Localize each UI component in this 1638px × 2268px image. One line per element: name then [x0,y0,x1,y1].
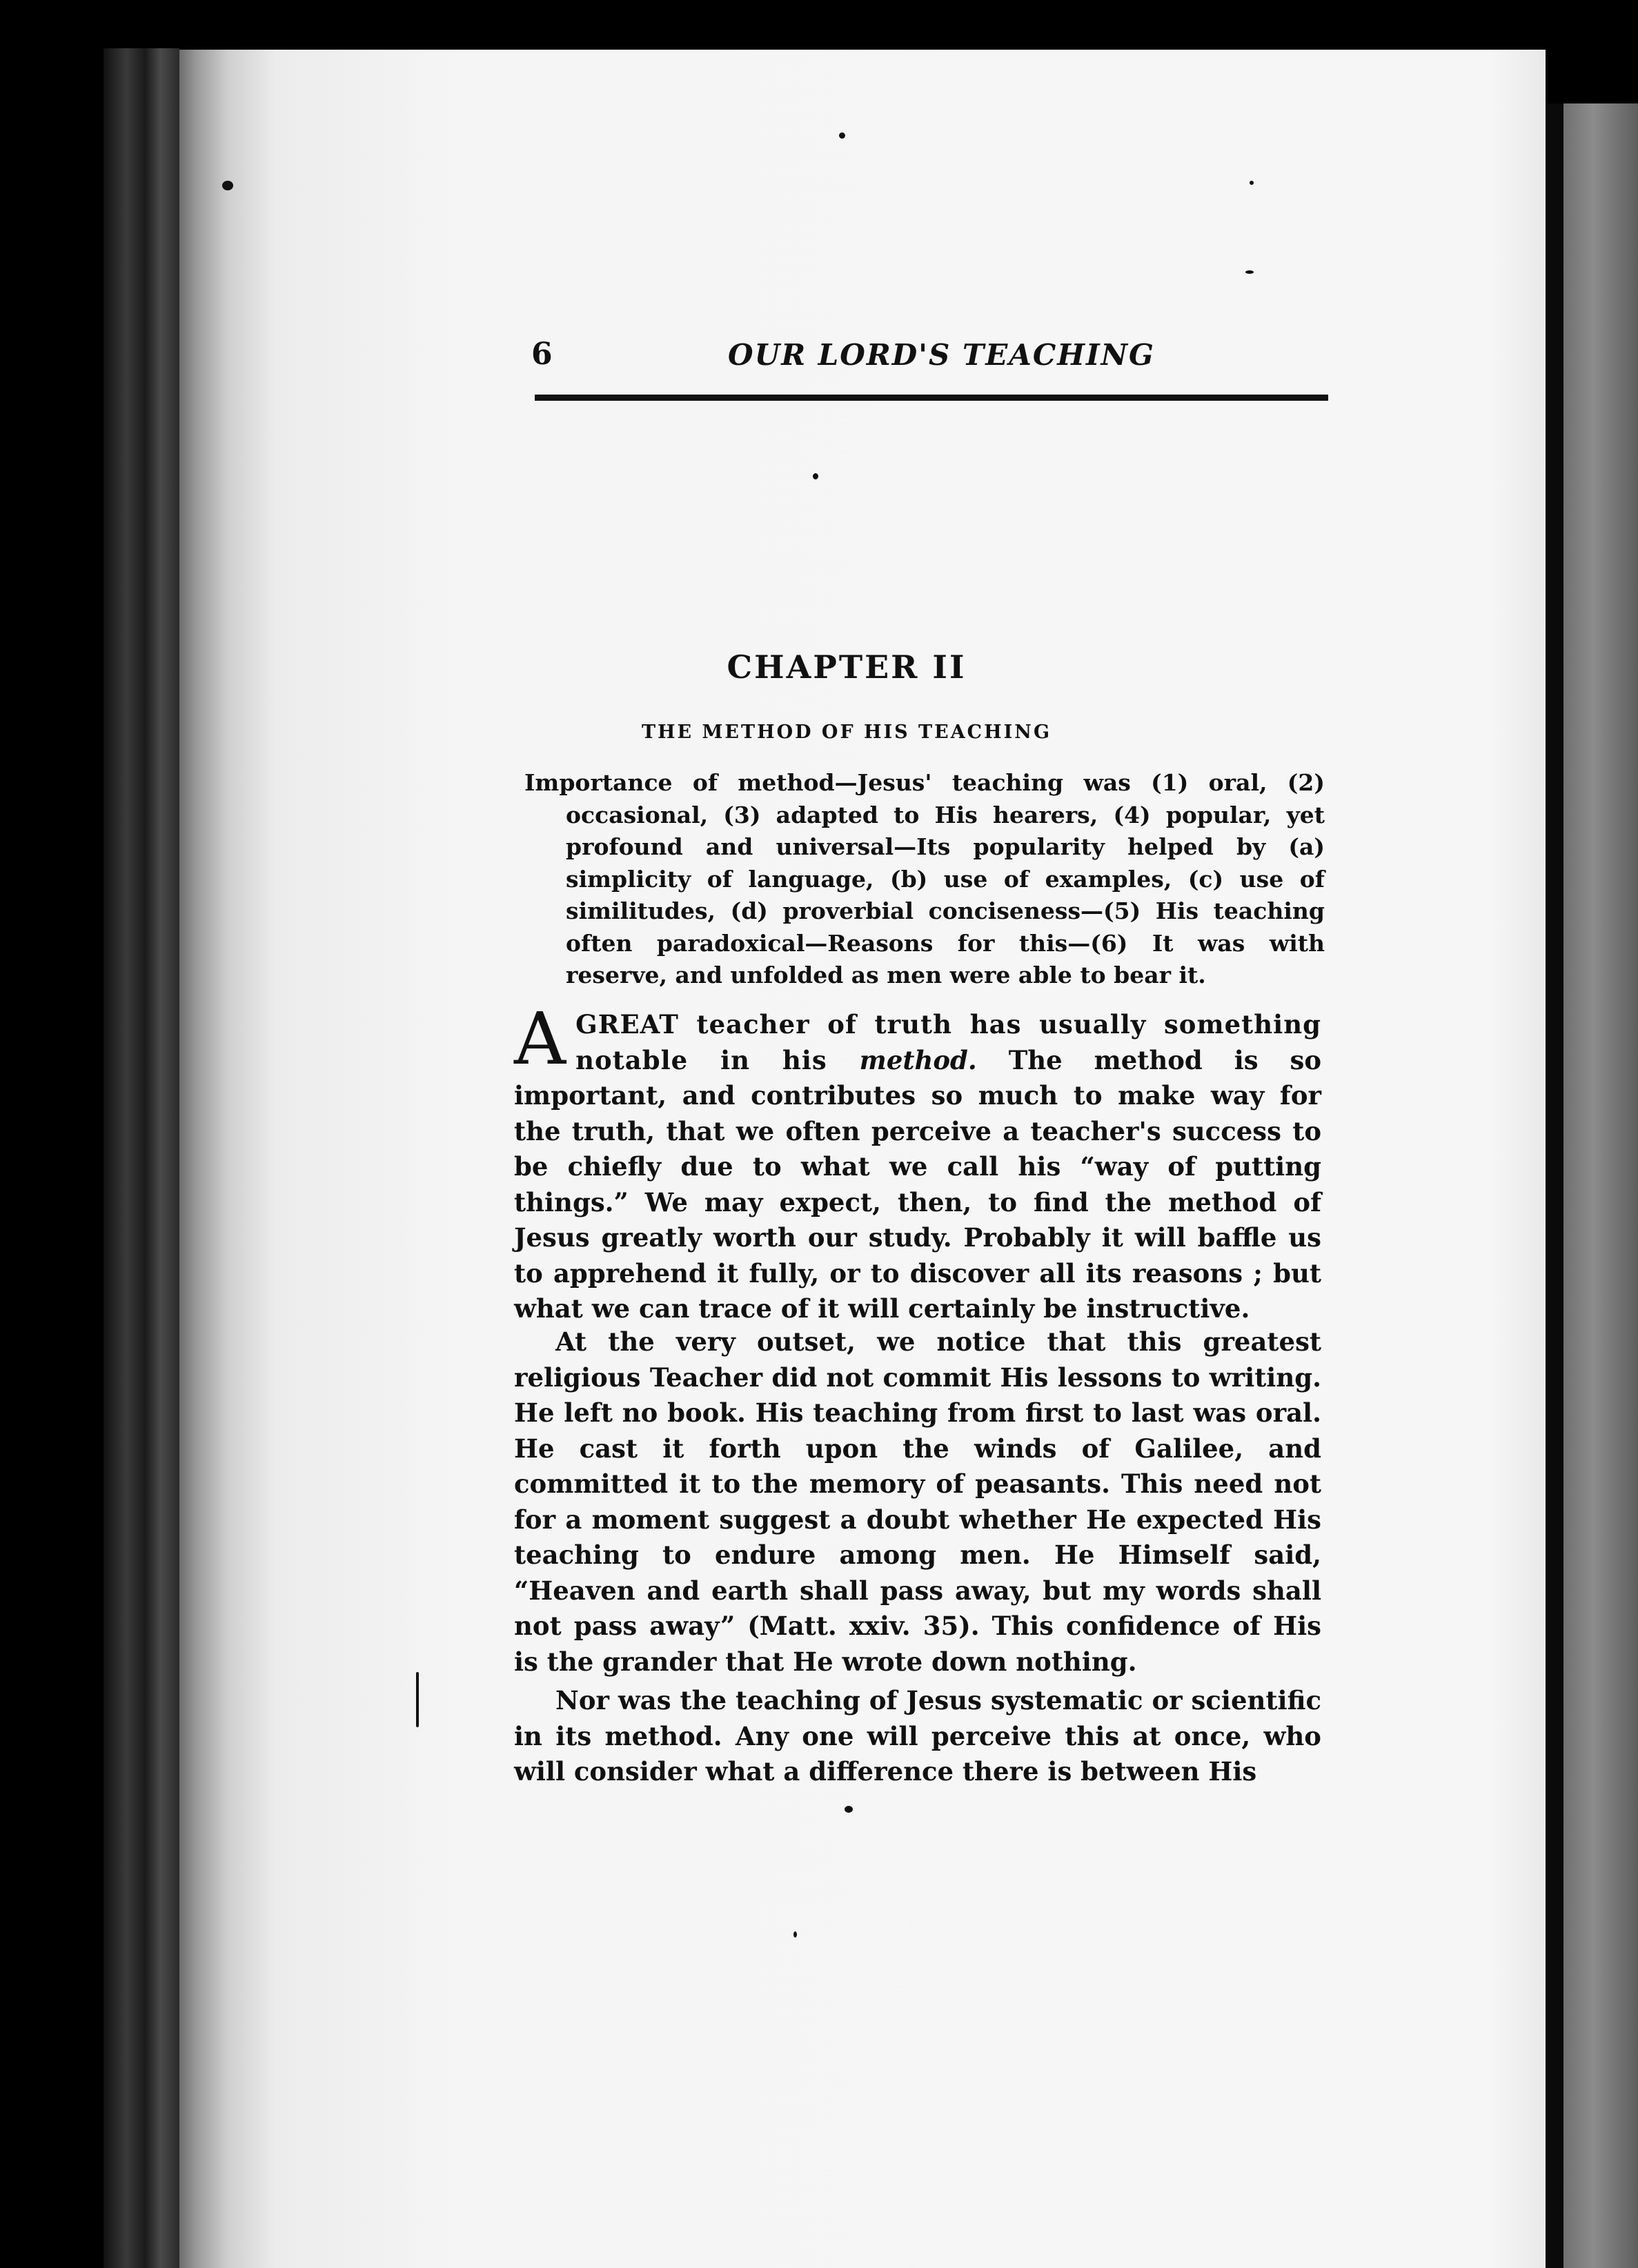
scan-speck [793,1931,797,1938]
scan-speck [1250,181,1254,185]
running-head [531,337,1325,378]
page-number: 6 [531,337,553,372]
paragraph-1-rest: The method is so important, and contributes so much to make way for the truth, that we often perceive a teacher's success to be chiefly due to what we call his “way of putting things.” We may expect, then, to find the method of Jesus greatly worth our study. Probably it will baffle us to apprehend it fully, or to discover all its reasons ; but what we can trace of it will certainly be instructive. [514,1044,1321,1324]
paragraph-1 [514,997,1321,1327]
chapter-synopsis: Importance of method—Jesus' teaching was (1) oral, (2) occasional, (3) adapted to His hearers, (4) popular, yet profound and universal—Its popularity helped by (a) simplicity of language, (b) use of examples, (c) use of similitudes, (d) proverbial conciseness—(5) His teaching often paradoxical—Reasons for this—(6) It was with reserve, and unfolded as men were able to bear it. [524,769,1325,988]
chapter-title: CHAPTER II [727,648,967,686]
scan-speck [222,181,233,190]
scan-speck [839,132,845,139]
left-gutter-shadow [103,48,179,2268]
paragraph-1-emphasis: method. [859,1044,977,1075]
paragraph-3: Nor was the teaching of Jesus systematic or scientific in its method. Any one will perceive this at once, who will consider what a difference there is between His [514,1685,1321,1787]
scan-speck [813,473,818,479]
running-title: OUR LORD'S TEACHING [728,338,1155,372]
paragraph-1-opening: GREAT teacher of truth has usually something notable in his [575,1009,1321,1075]
scan-speck [416,1672,419,1727]
header-rule [535,395,1328,401]
scan-speck [1245,270,1254,274]
right-gutter-shadow [1546,103,1563,2268]
scan-speck [845,1806,853,1813]
paragraph-2: At the very outset, we notice that this greatest religious Teacher did not commit His lessons to writing. He left no book. His teaching from first to last was oral. He cast it forth upon the winds of Galilee, and committed it to the memory of peasants. This need not for a moment suggest a doubt whether He expected His teaching to endure among men. He Himself said, “Heaven and earth shall pass away, but my words shall not pass away” (Matt. xxiv. 35). This confidence of His is the grander that He wrote down nothing. [514,1326,1321,1677]
chapter-subtitle: THE METHOD OF HIS TEACHING [641,722,1052,743]
facing-page-edge [1563,103,1638,2268]
drop-cap: A [514,997,566,1081]
